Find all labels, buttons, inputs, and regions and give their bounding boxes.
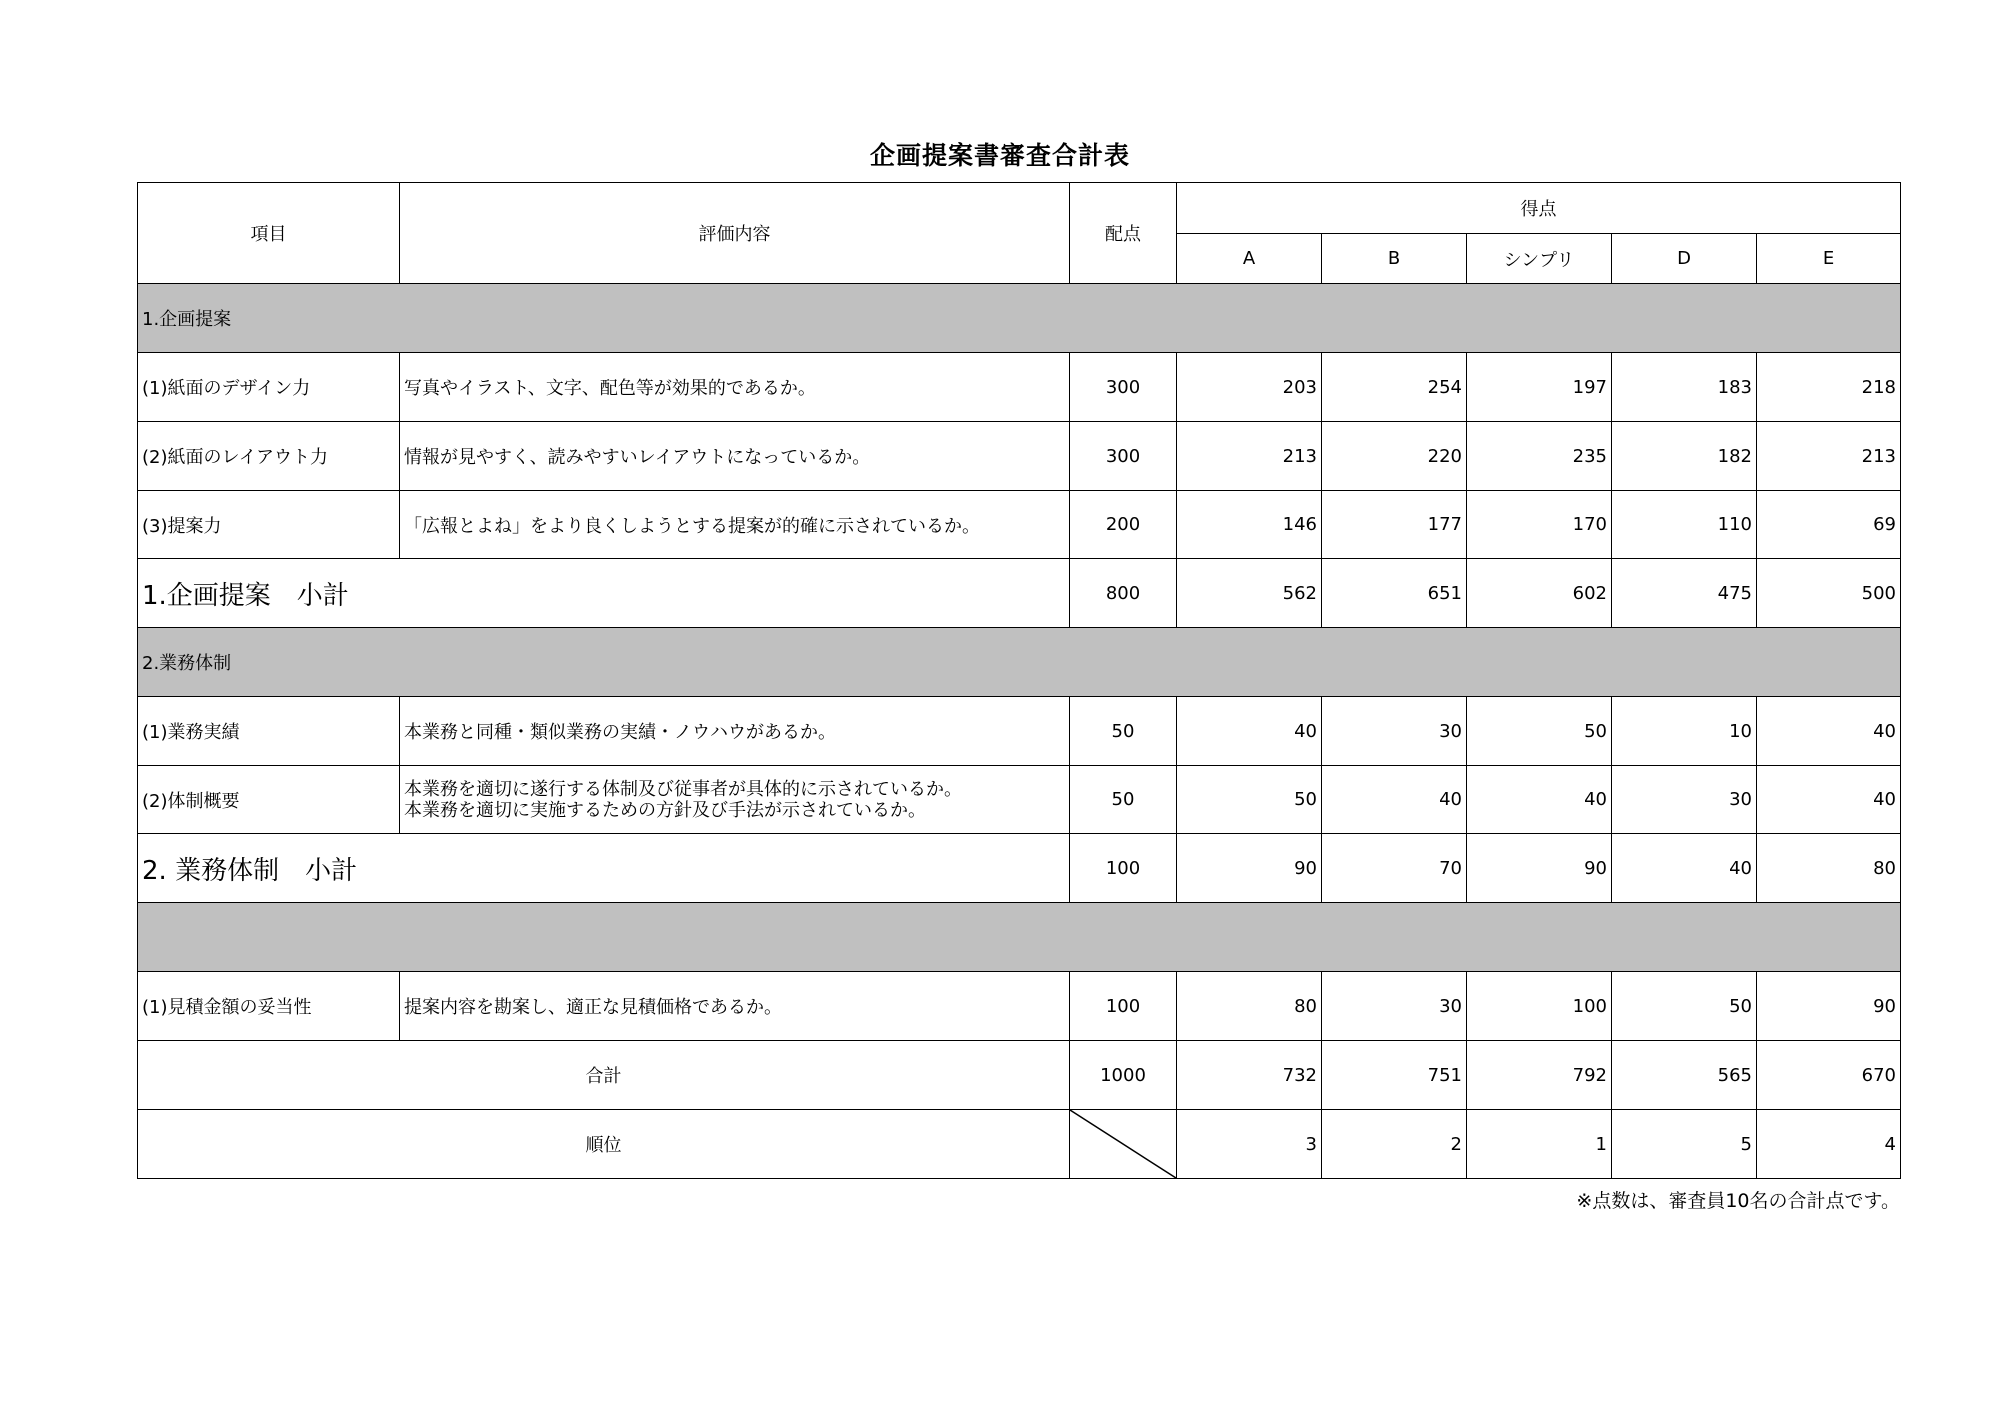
section-row [138, 628, 1901, 697]
row-allot: 300 [1070, 353, 1177, 422]
row-content [400, 766, 1070, 834]
header-col-d: D [1612, 234, 1757, 284]
score-cell: 197 [1467, 353, 1612, 422]
header-item: 項目 [138, 183, 400, 284]
section-row [138, 284, 1901, 353]
score-cell: 220 [1322, 422, 1467, 491]
header-col-b: B [1322, 234, 1467, 284]
row-item: (1)紙面のデザイン力 [138, 353, 400, 422]
score-cell: 792 [1467, 1041, 1612, 1110]
score-cell: 146 [1177, 491, 1322, 559]
score-cell: 40 [1322, 766, 1467, 834]
header-row [138, 183, 1901, 234]
table-row [138, 491, 1901, 559]
row-content: 写真やイラスト、文字、配色等が効果的であるか。 [400, 353, 1070, 422]
score-cell: 90 [1177, 834, 1322, 903]
diagonal-line [1070, 1110, 1176, 1178]
score-cell: 40 [1177, 697, 1322, 766]
score-cell: 218 [1757, 353, 1901, 422]
page-title: 企画提案書審査合計表 [869, 141, 1130, 170]
section-row [138, 903, 1901, 972]
table-row [138, 766, 1901, 834]
score-cell: 500 [1757, 559, 1901, 628]
score-cell: 40 [1757, 766, 1901, 834]
score-cell: 90 [1757, 972, 1901, 1041]
subtotal-row [138, 834, 1901, 903]
header-content: 評価内容 [400, 183, 1070, 284]
rank-cell: 2 [1322, 1110, 1467, 1179]
row-content: 情報が見やすく、読みやすいレイアウトになっているか。 [400, 422, 1070, 491]
table-row [138, 353, 1901, 422]
score-cell: 182 [1612, 422, 1757, 491]
slash-cell [1070, 1110, 1177, 1179]
score-cell: 40 [1757, 697, 1901, 766]
rank-cell: 5 [1612, 1110, 1757, 1179]
row-allot: 300 [1070, 422, 1177, 491]
score-cell: 70 [1322, 834, 1467, 903]
score-cell: 203 [1177, 353, 1322, 422]
score-cell: 90 [1467, 834, 1612, 903]
row-content: 提案内容を勘案し、適正な見積価格であるか。 [400, 972, 1070, 1041]
score-cell: 80 [1757, 834, 1901, 903]
score-cell: 602 [1467, 559, 1612, 628]
score-cell: 183 [1612, 353, 1757, 422]
row-allot: 50 [1070, 697, 1177, 766]
subtotal-allot: 100 [1070, 834, 1177, 903]
score-cell: 670 [1757, 1041, 1901, 1110]
row-item: (1)業務実績 [138, 697, 400, 766]
row-content-line: 本業務を適切に実施するための方針及び手法が示されているか。 [404, 799, 926, 821]
score-cell: 30 [1322, 697, 1467, 766]
score-cell: 30 [1612, 766, 1757, 834]
row-item: (3)提案力 [138, 491, 400, 559]
score-cell: 50 [1612, 972, 1757, 1041]
rank-cell: 4 [1757, 1110, 1901, 1179]
score-cell: 213 [1177, 422, 1322, 491]
section-label: 1.企画提案 [138, 284, 1901, 353]
header-col-a: A [1177, 234, 1322, 284]
header-col-e: E [1757, 234, 1901, 284]
rank-label: 順位 [138, 1110, 1070, 1179]
score-cell: 732 [1177, 1041, 1322, 1110]
score-cell: 30 [1322, 972, 1467, 1041]
subtotal-allot: 800 [1070, 559, 1177, 628]
score-cell: 235 [1467, 422, 1612, 491]
score-cell: 69 [1757, 491, 1901, 559]
score-cell: 10 [1612, 697, 1757, 766]
score-cell: 50 [1467, 697, 1612, 766]
row-content: 「広報とよね」をより良くしようとする提案が的確に示されているか。 [400, 491, 1070, 559]
total-allot: 1000 [1070, 1041, 1177, 1110]
subtotal-label: 2. 業務体制 小計 [138, 834, 1070, 903]
footnote: ※点数は、審査員10名の合計点です。 [1576, 1190, 1900, 1212]
row-item: (2)紙面のレイアウト力 [138, 422, 400, 491]
table-row [138, 697, 1901, 766]
header-col-c: シンプリ [1467, 234, 1612, 284]
row-content-line: 本業務を適切に遂行する体制及び従事者が具体的に示されているか。 [404, 778, 962, 800]
score-cell: 40 [1467, 766, 1612, 834]
rank-cell: 3 [1177, 1110, 1322, 1179]
score-cell: 170 [1467, 491, 1612, 559]
score-cell: 177 [1322, 491, 1467, 559]
score-cell: 565 [1612, 1041, 1757, 1110]
header-score: 得点 [1177, 183, 1901, 234]
score-cell: 562 [1177, 559, 1322, 628]
header-allot: 配点 [1070, 183, 1177, 284]
row-item: (2)体制概要 [138, 766, 400, 834]
score-cell: 751 [1322, 1041, 1467, 1110]
row-item: (1)見積金額の妥当性 [138, 972, 400, 1041]
total-label: 合計 [138, 1041, 1070, 1110]
score-cell: 475 [1612, 559, 1757, 628]
row-allot: 50 [1070, 766, 1177, 834]
score-cell: 651 [1322, 559, 1467, 628]
score-table [137, 182, 1901, 1179]
row-allot: 100 [1070, 972, 1177, 1041]
table-row [138, 422, 1901, 491]
rank-row [138, 1110, 1901, 1179]
subtotal-label: 1.企画提案 小計 [138, 559, 1070, 628]
score-cell: 80 [1177, 972, 1322, 1041]
section-label [138, 903, 1901, 972]
row-allot: 200 [1070, 491, 1177, 559]
score-cell: 110 [1612, 491, 1757, 559]
table-row [138, 972, 1901, 1041]
total-row [138, 1041, 1901, 1110]
row-content: 本業務と同種・類似業務の実績・ノウハウがあるか。 [400, 697, 1070, 766]
section-label: 2.業務体制 [138, 628, 1901, 697]
score-cell: 50 [1177, 766, 1322, 834]
score-cell: 40 [1612, 834, 1757, 903]
score-cell: 213 [1757, 422, 1901, 491]
subtotal-row [138, 559, 1901, 628]
rank-cell: 1 [1467, 1110, 1612, 1179]
score-cell: 100 [1467, 972, 1612, 1041]
score-cell: 254 [1322, 353, 1467, 422]
